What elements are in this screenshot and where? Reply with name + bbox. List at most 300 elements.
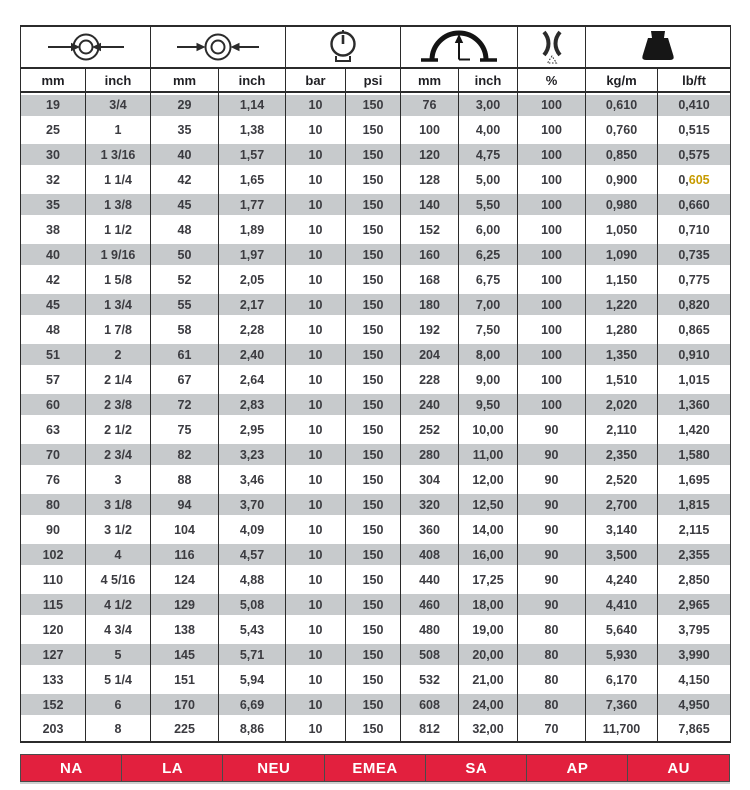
- table-row: [21, 392, 731, 417]
- cell: 82: [151, 442, 219, 467]
- table-row: [21, 542, 731, 567]
- cell: 3,500: [586, 542, 658, 567]
- cell: 150: [346, 467, 401, 492]
- cell: 0,610: [586, 92, 658, 117]
- cell: 4,75: [459, 142, 518, 167]
- table-row: [21, 692, 731, 717]
- column-header-6: mm: [401, 68, 459, 92]
- cell: 1 9/16: [86, 242, 151, 267]
- cell: 150: [346, 417, 401, 442]
- cell: 51: [21, 342, 86, 367]
- cell: 1,65: [219, 167, 286, 192]
- icon-header-row: [21, 26, 731, 68]
- cell: 4,150: [658, 667, 731, 692]
- cell: 55: [151, 292, 219, 317]
- cell: 102: [21, 542, 86, 567]
- cell: 151: [151, 667, 219, 692]
- cell: 1,050: [586, 217, 658, 242]
- cell: 0,820: [658, 292, 731, 317]
- cell: 2,965: [658, 592, 731, 617]
- cell: 90: [518, 492, 586, 517]
- cell: 5,94: [219, 667, 286, 692]
- cell: 80: [21, 492, 86, 517]
- cell: 90: [518, 567, 586, 592]
- cell: 45: [151, 192, 219, 217]
- cell: 180: [401, 292, 459, 317]
- cell: 160: [401, 242, 459, 267]
- cell: 133: [21, 667, 86, 692]
- column-header-7: inch: [459, 68, 518, 92]
- cell: 150: [346, 142, 401, 167]
- cell: 4,09: [219, 517, 286, 542]
- table-row: [21, 167, 731, 192]
- cell: 48: [21, 317, 86, 342]
- cell: 14,00: [459, 517, 518, 542]
- cell: 0,900: [586, 167, 658, 192]
- cell: 1 3/8: [86, 192, 151, 217]
- table-row: [21, 242, 731, 267]
- table-row: [21, 442, 731, 467]
- cell: 480: [401, 617, 459, 642]
- cell: 3,46: [219, 467, 286, 492]
- cell: 90: [518, 467, 586, 492]
- table-row: [21, 717, 731, 742]
- weight-icon: [636, 30, 680, 64]
- region-cell-na: NA: [20, 754, 123, 782]
- cell: 11,700: [586, 717, 658, 742]
- cell: 25: [21, 117, 86, 142]
- cell: 52: [151, 267, 219, 292]
- cell: 100: [518, 242, 586, 267]
- cell: 58: [151, 317, 219, 342]
- cell: 94: [151, 492, 219, 517]
- cell: 4,88: [219, 567, 286, 592]
- cell: 0,775: [658, 267, 731, 292]
- cell: 38: [21, 217, 86, 242]
- outer-diameter-icon: [172, 30, 264, 64]
- cell: 203: [21, 717, 86, 742]
- cell: 124: [151, 567, 219, 592]
- table-row: [21, 467, 731, 492]
- table-row: [21, 417, 731, 442]
- cell: 2 1/4: [86, 367, 151, 392]
- cell: 10: [286, 142, 346, 167]
- cell: 150: [346, 92, 401, 117]
- column-header-2: mm: [151, 68, 219, 92]
- cell: 100: [518, 392, 586, 417]
- cell: 280: [401, 442, 459, 467]
- cell: 3/4: [86, 92, 151, 117]
- cell: 61: [151, 342, 219, 367]
- cell: 100: [518, 267, 586, 292]
- cell: 4 1/2: [86, 592, 151, 617]
- table-row: [21, 267, 731, 292]
- cell: 1 1/2: [86, 217, 151, 242]
- cell: 150: [346, 117, 401, 142]
- cell: 150: [346, 542, 401, 567]
- cell: 80: [518, 642, 586, 667]
- table-row: [21, 292, 731, 317]
- cell: 110: [21, 567, 86, 592]
- cell: 24,00: [459, 692, 518, 717]
- cell: 4,57: [219, 542, 286, 567]
- cell: 0,865: [658, 317, 731, 342]
- cell: 1,090: [586, 242, 658, 267]
- cell: 12,00: [459, 467, 518, 492]
- cell: 6,00: [459, 217, 518, 242]
- cell: [658, 167, 731, 192]
- cell: 240: [401, 392, 459, 417]
- cell: 2,115: [658, 517, 731, 542]
- cell: 145: [151, 642, 219, 667]
- cell: 72: [151, 392, 219, 417]
- cell: 1,350: [586, 342, 658, 367]
- cell: 67: [151, 367, 219, 392]
- cell: 150: [346, 492, 401, 517]
- table-row: [21, 117, 731, 142]
- table-header: [21, 26, 731, 92]
- cell: 116: [151, 542, 219, 567]
- cell: 90: [518, 542, 586, 567]
- table-row: [21, 567, 731, 592]
- cell: 4: [86, 542, 151, 567]
- cell: 120: [401, 142, 459, 167]
- cell: 5 1/4: [86, 667, 151, 692]
- cell: 35: [21, 192, 86, 217]
- cell: 10: [286, 292, 346, 317]
- hose-spec-table: [20, 25, 731, 743]
- highlight-prefix: 0,: [678, 172, 689, 187]
- cell: 7,865: [658, 717, 731, 742]
- table-row: [21, 617, 731, 642]
- cell: 100: [518, 167, 586, 192]
- cell: 7,360: [586, 692, 658, 717]
- cell: 6: [86, 692, 151, 717]
- cell: 42: [21, 267, 86, 292]
- cell: 150: [346, 342, 401, 367]
- cell: 304: [401, 467, 459, 492]
- cell: 140: [401, 192, 459, 217]
- cell: 127: [21, 642, 86, 667]
- cell: 150: [346, 292, 401, 317]
- cell: 150: [346, 217, 401, 242]
- region-cell-au: AU: [627, 754, 730, 782]
- cell: 80: [518, 692, 586, 717]
- cell: 150: [346, 642, 401, 667]
- cell: 1: [86, 117, 151, 142]
- cell: 6,170: [586, 667, 658, 692]
- cell: 0,575: [658, 142, 731, 167]
- region-cell-ap: AP: [526, 754, 629, 782]
- column-header-9: kg/m: [586, 68, 658, 92]
- cell: 3 1/8: [86, 492, 151, 517]
- cell: 1,580: [658, 442, 731, 467]
- cell: 32: [21, 167, 86, 192]
- cell: 3,990: [658, 642, 731, 667]
- cell: 42: [151, 167, 219, 192]
- cell: 104: [151, 517, 219, 542]
- cell: 0,515: [658, 117, 731, 142]
- cell: 360: [401, 517, 459, 542]
- cell: 60: [21, 392, 86, 417]
- cell: 4,00: [459, 117, 518, 142]
- region-bar: [20, 754, 730, 782]
- highlighted-value: 605: [688, 172, 710, 187]
- cell: 10: [286, 567, 346, 592]
- cell: 50: [151, 242, 219, 267]
- cell: 1,510: [586, 367, 658, 392]
- cell: 10,00: [459, 417, 518, 442]
- vacuum-header: [518, 26, 586, 68]
- cell: 100: [518, 117, 586, 142]
- cell: 4,240: [586, 567, 658, 592]
- cell: 2,83: [219, 392, 286, 417]
- table-row: [21, 667, 731, 692]
- cell: 5,640: [586, 617, 658, 642]
- cell: 5: [86, 642, 151, 667]
- cell: 150: [346, 242, 401, 267]
- cell: 152: [401, 217, 459, 242]
- cell: 2: [86, 342, 151, 367]
- cell: 1 7/8: [86, 317, 151, 342]
- cell: 32,00: [459, 717, 518, 742]
- cell: 30: [21, 142, 86, 167]
- cell: 10: [286, 617, 346, 642]
- cell: 10: [286, 217, 346, 242]
- cell: 11,00: [459, 442, 518, 467]
- cell: 0,850: [586, 142, 658, 167]
- cell: 80: [518, 667, 586, 692]
- cell: 10: [286, 167, 346, 192]
- cell: 0,980: [586, 192, 658, 217]
- column-header-1: inch: [86, 68, 151, 92]
- region-cell-emea: EMEA: [324, 754, 427, 782]
- inner-diameter-icon: [40, 30, 132, 64]
- cell: 1,150: [586, 267, 658, 292]
- cell: 3 1/2: [86, 517, 151, 542]
- cell: 0,660: [658, 192, 731, 217]
- cell: 129: [151, 592, 219, 617]
- cell: 90: [518, 442, 586, 467]
- cell: 9,00: [459, 367, 518, 392]
- table-row: [21, 317, 731, 342]
- cell: 88: [151, 467, 219, 492]
- cell: 150: [346, 517, 401, 542]
- cell: 40: [151, 142, 219, 167]
- cell: 3,140: [586, 517, 658, 542]
- cell: 320: [401, 492, 459, 517]
- cell: 90: [21, 517, 86, 542]
- column-header-4: bar: [286, 68, 346, 92]
- cell: 70: [21, 442, 86, 467]
- cell: 150: [346, 317, 401, 342]
- cell: 17,25: [459, 567, 518, 592]
- cell: 6,69: [219, 692, 286, 717]
- cell: 170: [151, 692, 219, 717]
- cell: 100: [518, 192, 586, 217]
- cell: 2,700: [586, 492, 658, 517]
- cell: 10: [286, 342, 346, 367]
- cell: 20,00: [459, 642, 518, 667]
- cell: 4 3/4: [86, 617, 151, 642]
- cell: 1 1/4: [86, 167, 151, 192]
- cell: 150: [346, 592, 401, 617]
- cell: 10: [286, 717, 346, 742]
- cell: 1,57: [219, 142, 286, 167]
- cell: 2,28: [219, 317, 286, 342]
- column-header-0: mm: [21, 68, 86, 92]
- weight-header: [586, 26, 731, 68]
- cell: 532: [401, 667, 459, 692]
- cell: 3: [86, 467, 151, 492]
- cell: 19,00: [459, 617, 518, 642]
- cell: 150: [346, 442, 401, 467]
- cell: 2 3/8: [86, 392, 151, 417]
- cell: 90: [518, 592, 586, 617]
- cell: 1,420: [658, 417, 731, 442]
- table-row: [21, 217, 731, 242]
- cell: 100: [518, 342, 586, 367]
- cell: 608: [401, 692, 459, 717]
- cell: 3,23: [219, 442, 286, 467]
- cell: 2,355: [658, 542, 731, 567]
- column-header-3: inch: [219, 68, 286, 92]
- cell: 76: [21, 467, 86, 492]
- cell: 8: [86, 717, 151, 742]
- cell: 5,930: [586, 642, 658, 667]
- cell: 100: [518, 317, 586, 342]
- cell: 90: [518, 417, 586, 442]
- cell: 5,71: [219, 642, 286, 667]
- cell: 115: [21, 592, 86, 617]
- cell: 100: [518, 217, 586, 242]
- cell: 100: [518, 292, 586, 317]
- cell: 1,360: [658, 392, 731, 417]
- cell: 2,110: [586, 417, 658, 442]
- column-header-5: psi: [346, 68, 401, 92]
- cell: 150: [346, 367, 401, 392]
- cell: 508: [401, 642, 459, 667]
- cell: 460: [401, 592, 459, 617]
- cell: 204: [401, 342, 459, 367]
- table-row: [21, 342, 731, 367]
- cell: 1 5/8: [86, 267, 151, 292]
- cell: 8,86: [219, 717, 286, 742]
- cell: 29: [151, 92, 219, 117]
- column-header-row: [21, 68, 731, 92]
- cell: 1 3/4: [86, 292, 151, 317]
- cell: 1,38: [219, 117, 286, 142]
- cell: 150: [346, 567, 401, 592]
- cell: 57: [21, 367, 86, 392]
- cell: 0,910: [658, 342, 731, 367]
- cell: 2,95: [219, 417, 286, 442]
- cell: 10: [286, 492, 346, 517]
- cell: 12,50: [459, 492, 518, 517]
- cell: 408: [401, 542, 459, 567]
- cell: 2,05: [219, 267, 286, 292]
- table-row: [21, 142, 731, 167]
- vacuum-icon: [531, 29, 573, 65]
- cell: 48: [151, 217, 219, 242]
- cell: 168: [401, 267, 459, 292]
- table-row: [21, 92, 731, 117]
- cell: 19: [21, 92, 86, 117]
- column-header-8: %: [518, 68, 586, 92]
- cell: 192: [401, 317, 459, 342]
- cell: 10: [286, 392, 346, 417]
- table-body: [21, 92, 731, 742]
- cell: 2 3/4: [86, 442, 151, 467]
- cell: 0,760: [586, 117, 658, 142]
- cell: 3,795: [658, 617, 731, 642]
- cell: 10: [286, 317, 346, 342]
- cell: 10: [286, 542, 346, 567]
- cell: 4,950: [658, 692, 731, 717]
- cell: 1,89: [219, 217, 286, 242]
- cell: 228: [401, 367, 459, 392]
- cell: 0,410: [658, 92, 731, 117]
- table-row: [21, 642, 731, 667]
- table-row: [21, 192, 731, 217]
- cell: 21,00: [459, 667, 518, 692]
- cell: 1,14: [219, 92, 286, 117]
- cell: 4 5/16: [86, 567, 151, 592]
- cell: 10: [286, 442, 346, 467]
- cell: 120: [21, 617, 86, 642]
- cell: 7,00: [459, 292, 518, 317]
- cell: 35: [151, 117, 219, 142]
- cell: 2,520: [586, 467, 658, 492]
- cell: 10: [286, 467, 346, 492]
- cell: 1,220: [586, 292, 658, 317]
- cell: 6,75: [459, 267, 518, 292]
- cell: 1,695: [658, 467, 731, 492]
- cell: 2 1/2: [86, 417, 151, 442]
- cell: 3,70: [219, 492, 286, 517]
- cell: 2,17: [219, 292, 286, 317]
- cell: 2,40: [219, 342, 286, 367]
- table-row: [21, 517, 731, 542]
- cell: 8,00: [459, 342, 518, 367]
- cell: 80: [518, 617, 586, 642]
- cell: 40: [21, 242, 86, 267]
- cell: 10: [286, 267, 346, 292]
- cell: 1 3/16: [86, 142, 151, 167]
- cell: 16,00: [459, 542, 518, 567]
- cell: 150: [346, 392, 401, 417]
- outer-diameter-header: [151, 26, 286, 68]
- cell: 128: [401, 167, 459, 192]
- cell: 5,50: [459, 192, 518, 217]
- cell: 9,50: [459, 392, 518, 417]
- cell: 70: [518, 717, 586, 742]
- region-cell-neu: NEU: [222, 754, 325, 782]
- cell: 1,815: [658, 492, 731, 517]
- cell: 10: [286, 117, 346, 142]
- cell: 5,08: [219, 592, 286, 617]
- cell: 4,410: [586, 592, 658, 617]
- cell: 75: [151, 417, 219, 442]
- cell: 1,97: [219, 242, 286, 267]
- table-row: [21, 492, 731, 517]
- cell: 138: [151, 617, 219, 642]
- cell: 10: [286, 367, 346, 392]
- cell: 100: [518, 92, 586, 117]
- cell: 10: [286, 192, 346, 217]
- cell: 252: [401, 417, 459, 442]
- cell: 2,350: [586, 442, 658, 467]
